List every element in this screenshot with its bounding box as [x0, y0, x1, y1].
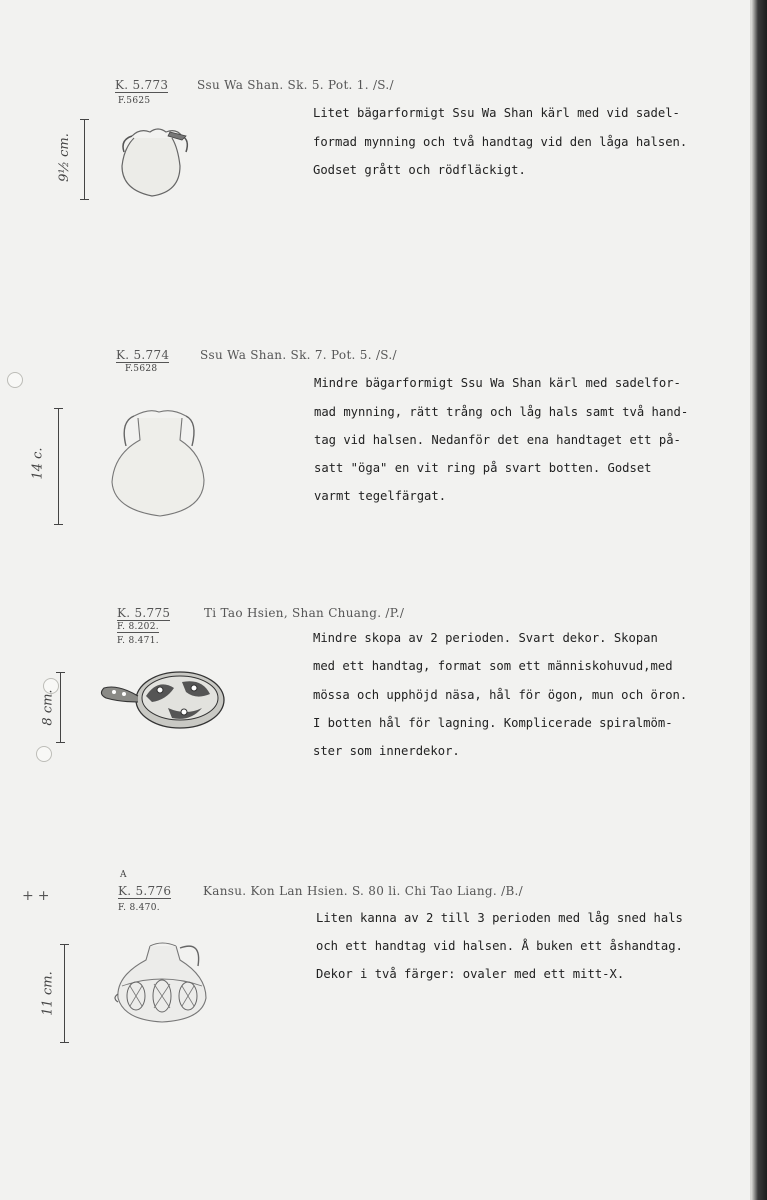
- description-line: mad mynning, rätt trång och låg hals samt två hand-: [314, 405, 689, 419]
- description-line: Litet bägarformigt Ssu Wa Shan kärl med vid sadel-: [313, 106, 680, 120]
- catalog-number: K. 5.773: [115, 78, 169, 92]
- entry-header: Kansu. Kon Lan Hsien. S. 80 li. Chi Tao Liang. /B./: [203, 884, 524, 898]
- description-line: I botten hål för lagning. Komplicerade spiralmöm-: [313, 716, 673, 730]
- description-line: varmt tegelfärgat.: [314, 489, 447, 503]
- entry-header: Ssu Wa Shan. Sk. 5. Pot. 1. /S./: [197, 78, 394, 92]
- catalog-number: K. 5.775: [117, 606, 171, 620]
- field-number: F. 8.202.: [117, 622, 159, 632]
- field-number: F. 8.470.: [118, 903, 160, 913]
- scale-tick: [60, 944, 69, 945]
- description-line: Dekor i två färger: ovaler med ett mitt-X.: [316, 967, 625, 981]
- scale-label: 11 cm.: [40, 971, 56, 1016]
- description-line: Godset grått och rödfläckigt.: [313, 163, 526, 177]
- vessel-drawing: [110, 118, 200, 208]
- binder-hole: [36, 746, 52, 762]
- description-line: formad mynning och två handtag vid den låga halsen.: [313, 135, 688, 149]
- catalog-prefix: A: [120, 870, 127, 880]
- entry-header: Ti Tao Hsien, Shan Chuang. /P./: [204, 606, 405, 620]
- page-edge: [752, 0, 767, 1200]
- scale-bar: [64, 944, 65, 1042]
- description-line: mössa och upphöjd näsa, hål för ögon, mun och öron.: [313, 688, 688, 702]
- field-number: F. 8.471.: [117, 636, 159, 646]
- description-line: satt "öga" en vit ring på svart botten. Godset: [314, 461, 652, 475]
- scale-tick: [56, 742, 65, 743]
- description-line: med ett handtag, format som ett människohuvud,med: [313, 659, 673, 673]
- field-number: F.5625: [118, 96, 151, 106]
- scale-tick: [80, 119, 89, 120]
- field-number: F.5628: [125, 364, 158, 374]
- description-line: Mindre skopa av 2 perioden. Svart dekor. Skopan: [313, 631, 658, 645]
- description-line: och ett handtag vid halsen. Å buken ett åshandtag.: [316, 939, 683, 953]
- scale-tick: [80, 199, 89, 200]
- scale-tick: [54, 524, 63, 525]
- ladle-drawing: [98, 670, 228, 742]
- description-line: tag vid halsen. Nedanför det ena handtaget ett på-: [314, 433, 681, 447]
- description-line: Liten kanna av 2 till 3 perioden med låg sned hals: [316, 911, 683, 925]
- scale-label: 8 cm.: [40, 689, 56, 726]
- catalog-number: K. 5.774: [116, 348, 170, 362]
- catalog-number: K. 5.776: [118, 884, 172, 898]
- scale-tick: [60, 1042, 69, 1043]
- description-line: Mindre bägarformigt Ssu Wa Shan kärl med sadelfor-: [314, 376, 681, 390]
- vessel-drawing: [104, 402, 214, 522]
- plus-mark: ++: [22, 888, 54, 904]
- scale-bar: [58, 408, 59, 524]
- scale-tick: [56, 672, 65, 673]
- scale-bar: [60, 672, 61, 742]
- scale-bar: [84, 119, 85, 199]
- scale-tick: [54, 408, 63, 409]
- scale-label: 9½ cm.: [56, 133, 72, 182]
- jug-drawing: [110, 936, 214, 1026]
- binder-hole: [7, 372, 23, 388]
- entry-header: Ssu Wa Shan. Sk. 7. Pot. 5. /S./: [200, 348, 397, 362]
- scale-label: 14 c.: [30, 447, 46, 480]
- description-line: ster som innerdekor.: [313, 744, 460, 758]
